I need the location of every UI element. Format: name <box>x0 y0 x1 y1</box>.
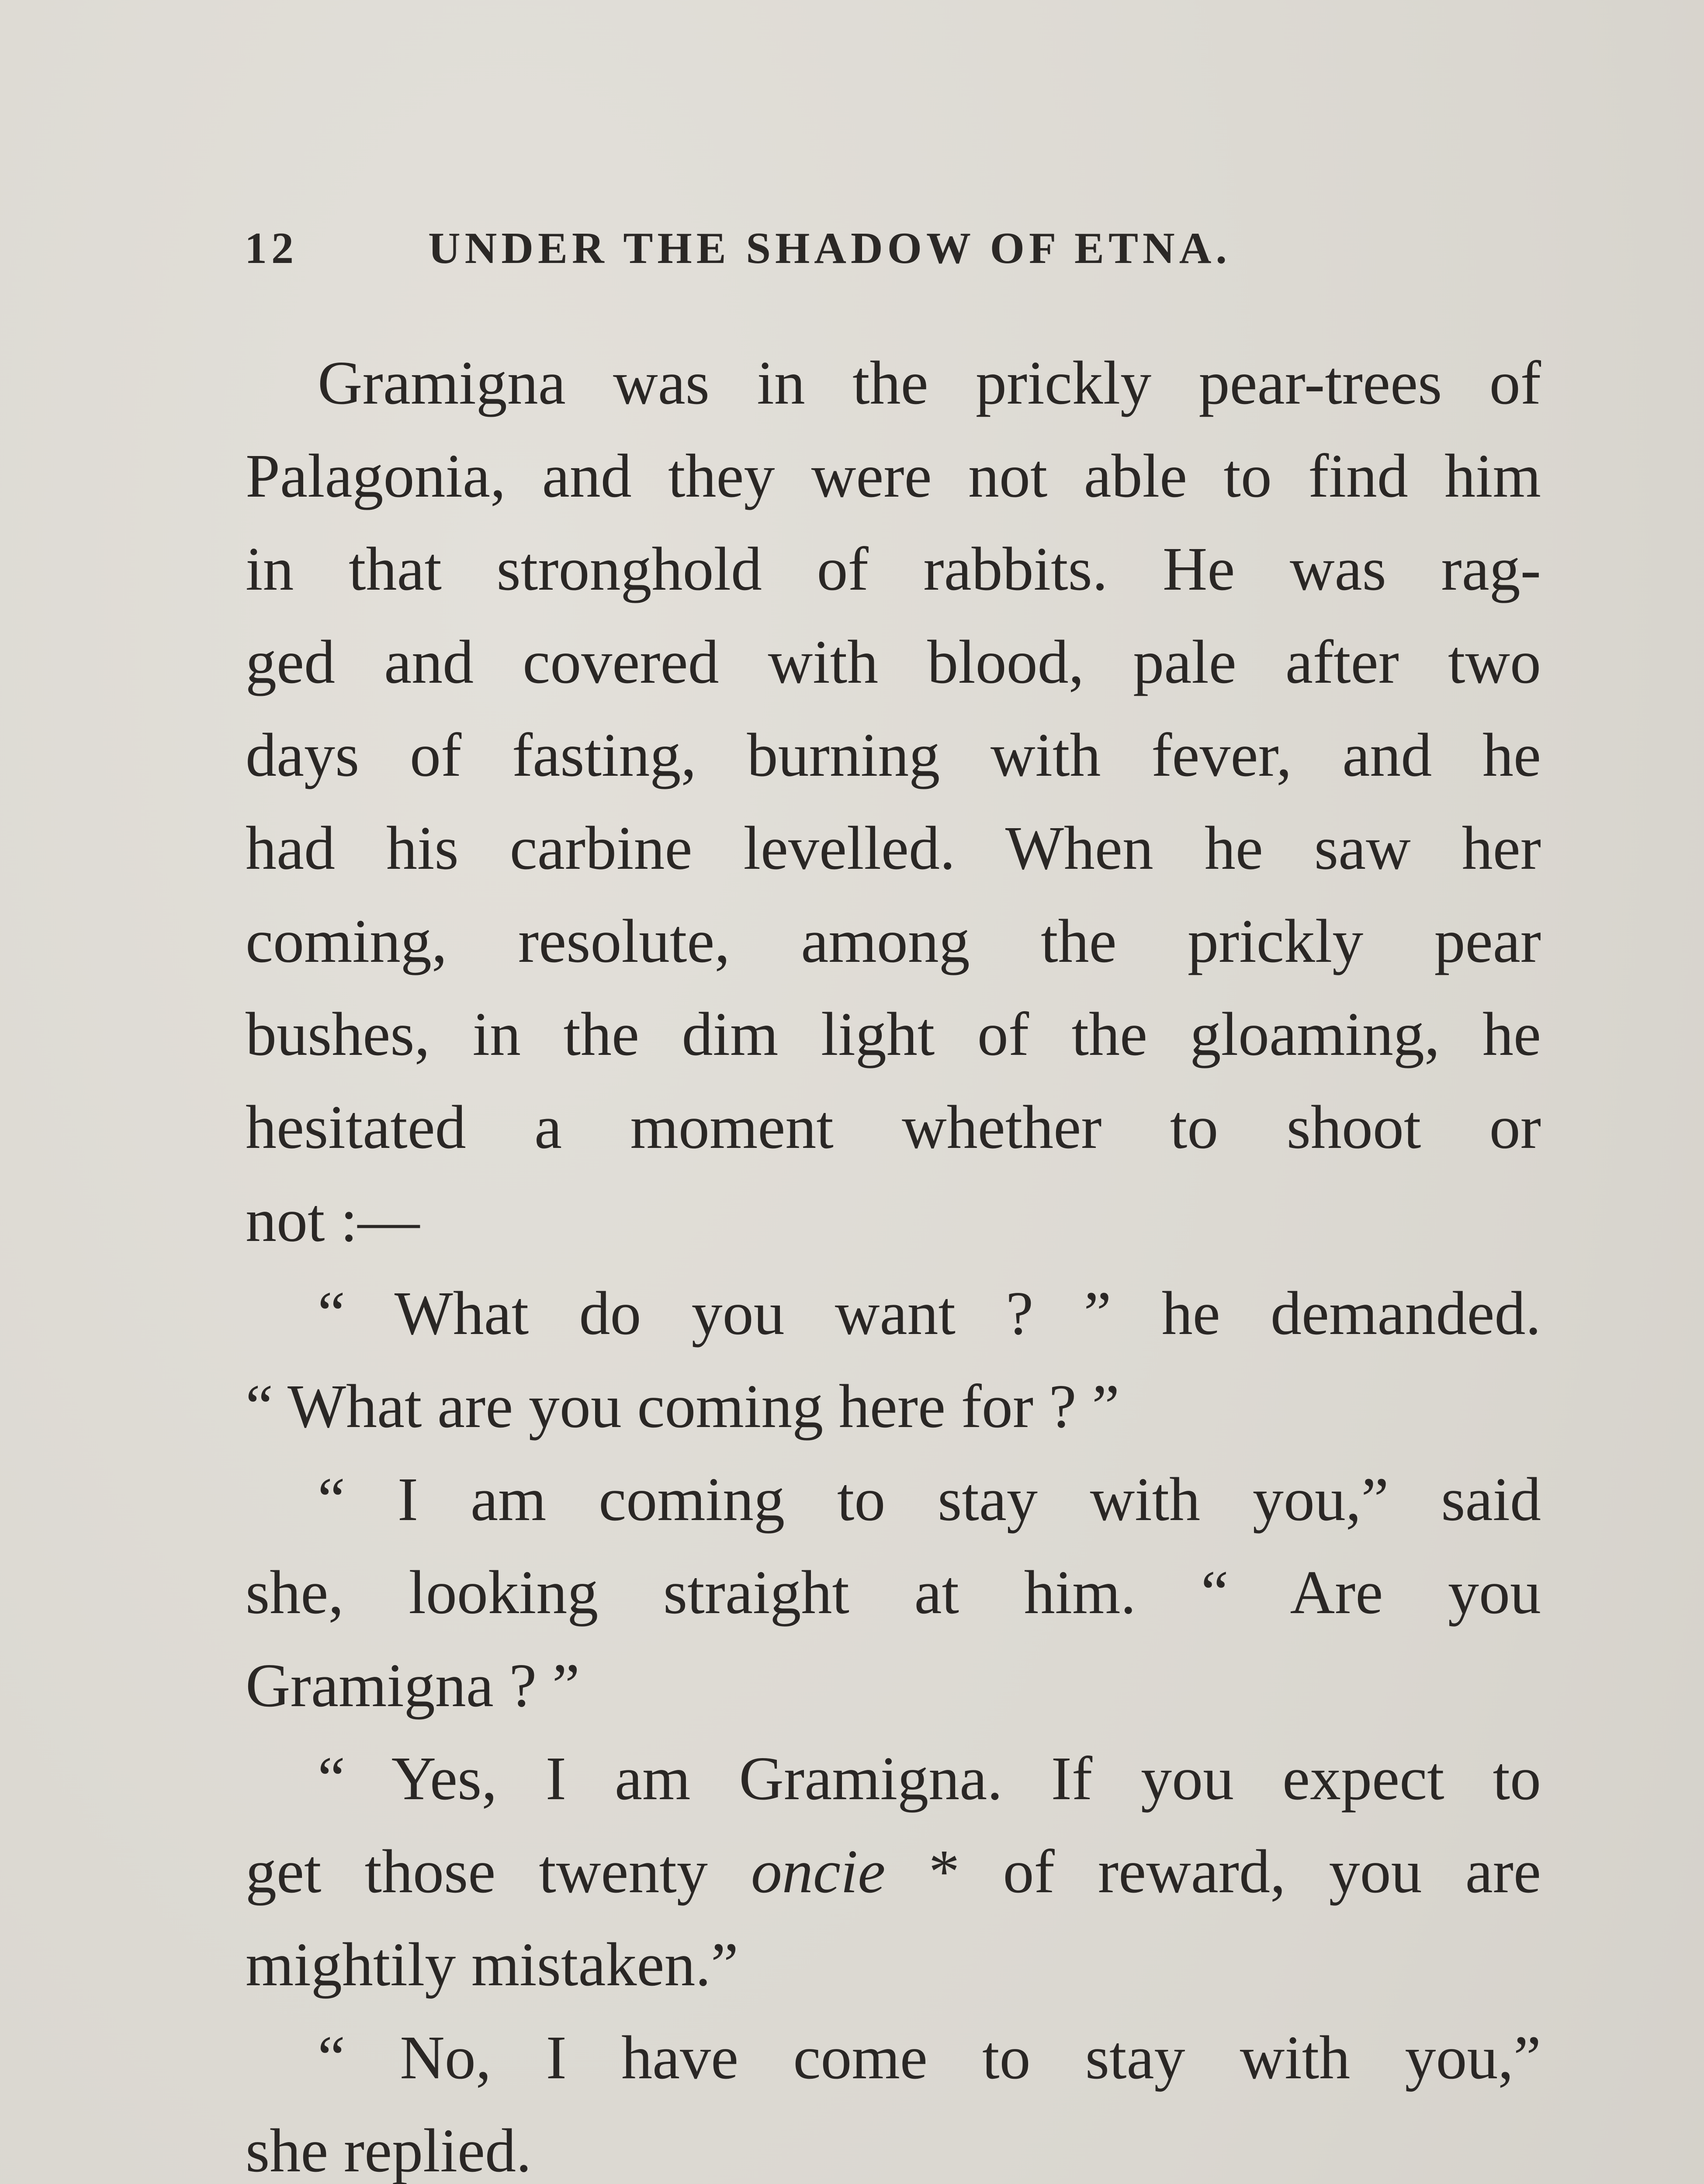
text-line: “ I am coming to stay with you,” said <box>318 1465 1541 1534</box>
text-line: mightily mistaken.” <box>246 1930 738 1999</box>
text-line: “ Yes, I am Gramigna. If you expect to <box>318 1744 1541 1813</box>
italic-word: oncie <box>751 1837 886 1906</box>
text-line: in that stronghold of rabbits. He was rag- <box>246 534 1541 603</box>
text-line: Gramigna was in the prickly pear-trees of <box>318 348 1541 417</box>
text-line: get those twenty oncie * of reward, you are <box>246 1837 1541 1906</box>
text-line: ged and covered with blood, pale after two <box>246 627 1541 696</box>
text-line: Gramigna ? ” <box>246 1651 580 1720</box>
text-line: “ What are you coming here for ? ” <box>246 1372 1120 1441</box>
page-number: 12 <box>245 224 298 273</box>
text-line: had his carbine levelled. When he saw her <box>246 813 1541 882</box>
text-line: “ What do you want ? ” he demanded. <box>318 1279 1541 1348</box>
text-line: she replied. <box>246 2116 532 2184</box>
text-line: bushes, in the dim light of the gloaming, he <box>246 999 1541 1068</box>
text-line: not :— <box>246 1185 420 1254</box>
text-line: she, looking straight at him. “ Are you <box>246 1558 1541 1627</box>
page-header <box>245 223 1538 284</box>
text-line: hesitated a moment whether to shoot or <box>246 1092 1541 1161</box>
text-line: days of fasting, burning with fever, and he <box>246 720 1541 789</box>
text-line: “ No, I have come to stay with you,” <box>318 2023 1541 2092</box>
text-line: coming, resolute, among the prickly pear <box>246 906 1541 975</box>
running-title: UNDER THE SHADOW OF ETNA. <box>428 224 1231 273</box>
text-line: Palagonia, and they were not able to find him <box>246 441 1541 510</box>
body-text <box>246 336 1541 2184</box>
